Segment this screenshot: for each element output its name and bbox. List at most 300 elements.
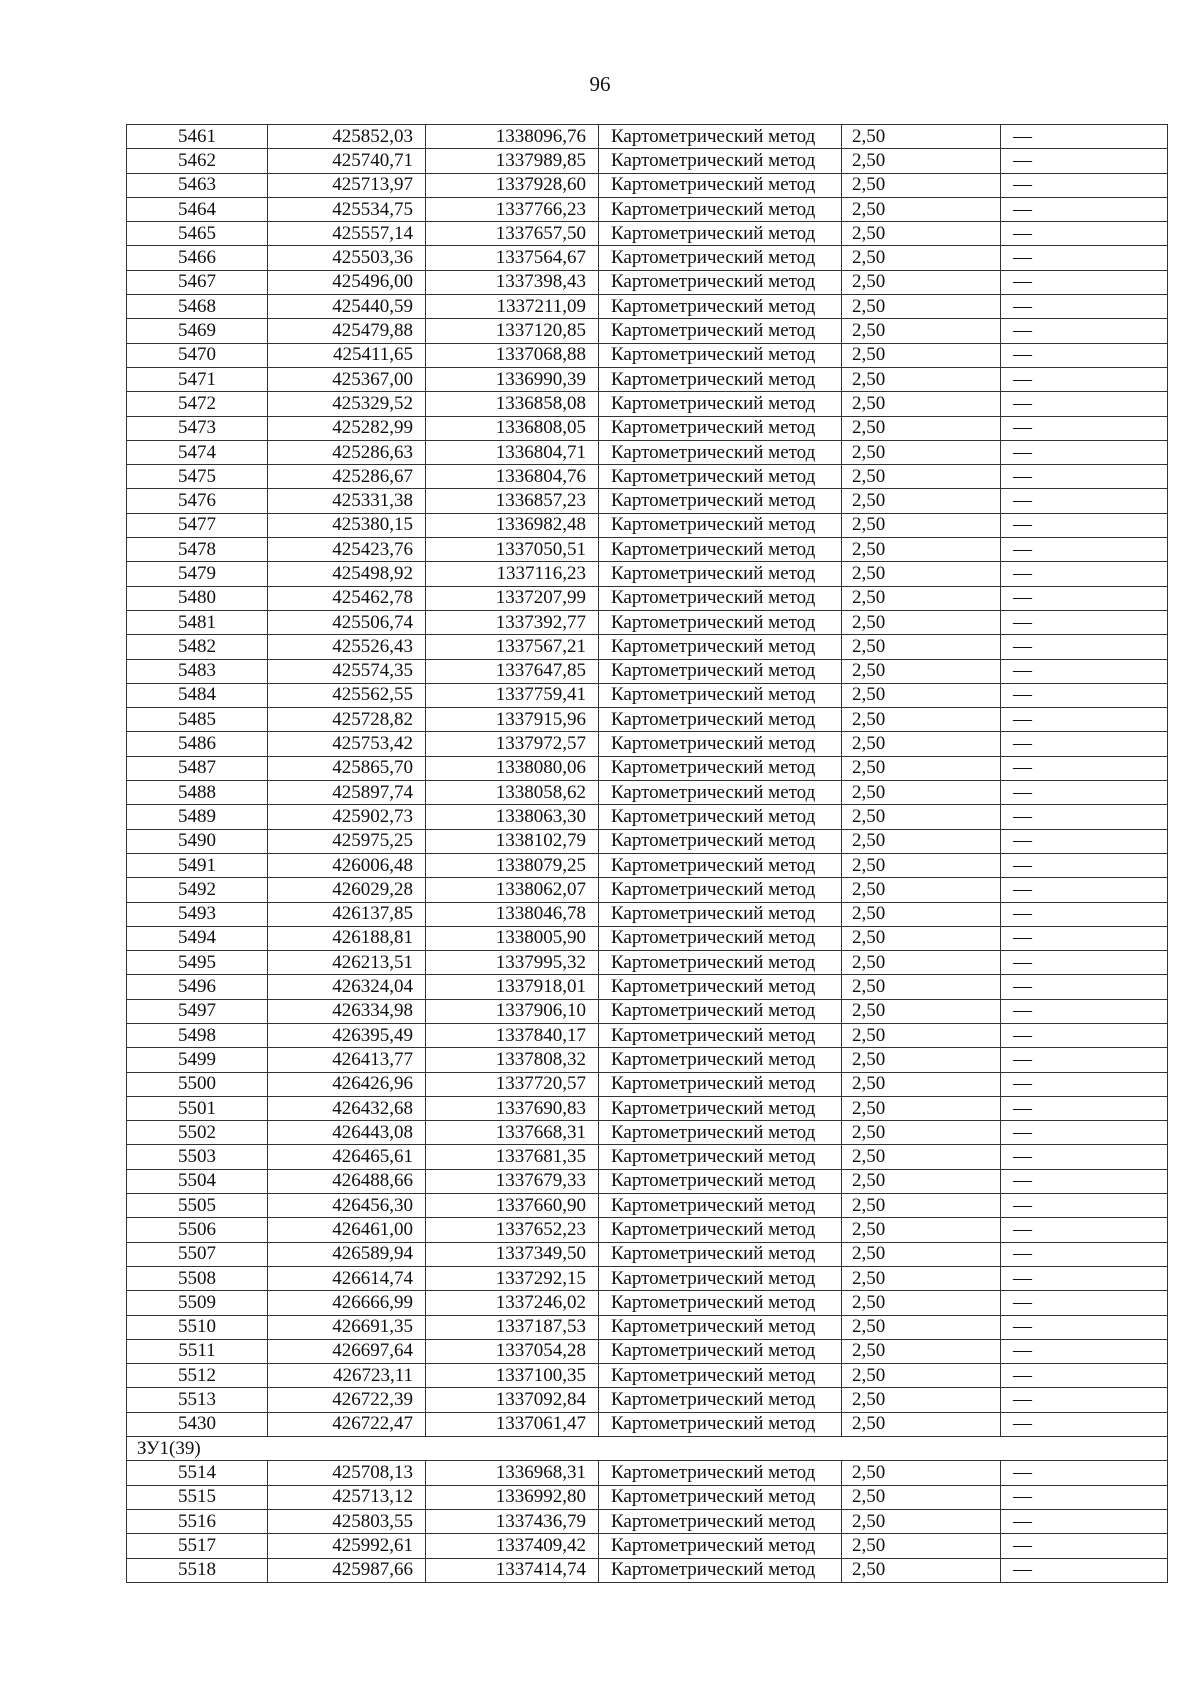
note-cell: — [1001,1194,1168,1218]
x-coordinate-cell: 425423,76 [268,538,426,562]
point-number-cell: 5495 [127,951,268,975]
note-cell: — [1001,586,1168,610]
y-coordinate-cell: 1337679,33 [426,1169,599,1193]
table-row [127,1121,1168,1145]
note-cell: — [1001,1388,1168,1412]
method-cell: Картометрический метод [599,1121,842,1145]
y-coordinate-cell: 1337054,28 [426,1339,599,1363]
y-coordinate-cell: 1337647,85 [426,659,599,683]
point-number-cell: 5506 [127,1218,268,1242]
note-cell: — [1001,1534,1168,1558]
table-row [127,562,1168,586]
table-row [127,853,1168,877]
y-coordinate-cell: 1337414,74 [426,1558,599,1582]
method-cell: Картометрический метод [599,465,842,489]
note-cell: — [1001,926,1168,950]
table-row [127,489,1168,513]
table-row [127,416,1168,440]
table-row [127,367,1168,391]
table-row [127,149,1168,173]
section-header-row [127,1437,1168,1461]
note-cell: — [1001,1096,1168,1120]
note-cell: — [1001,489,1168,513]
accuracy-cell: 2,50 [842,1023,1001,1047]
y-coordinate-cell: 1336990,39 [426,367,599,391]
y-coordinate-cell: 1338005,90 [426,926,599,950]
method-cell: Картометрический метод [599,1023,842,1047]
table-row [127,343,1168,367]
point-number-cell: 5513 [127,1388,268,1412]
method-cell: Картометрический метод [599,173,842,197]
accuracy-cell: 2,50 [842,173,1001,197]
y-coordinate-cell: 1337187,53 [426,1315,599,1339]
table-row [127,659,1168,683]
y-coordinate-cell: 1337050,51 [426,538,599,562]
point-number-cell: 5465 [127,222,268,246]
method-cell: Картометрический метод [599,805,842,829]
x-coordinate-cell: 425852,03 [268,125,426,149]
x-coordinate-cell: 425975,25 [268,829,426,853]
method-cell: Картометрический метод [599,1291,842,1315]
table-row [127,197,1168,221]
method-cell: Картометрический метод [599,635,842,659]
y-coordinate-cell: 1337808,32 [426,1048,599,1072]
x-coordinate-cell: 426456,30 [268,1194,426,1218]
method-cell: Картометрический метод [599,1485,842,1509]
point-number-cell: 5475 [127,465,268,489]
table-row [127,1242,1168,1266]
x-coordinate-cell: 425380,15 [268,513,426,537]
note-cell: — [1001,465,1168,489]
point-number-cell: 5510 [127,1315,268,1339]
y-coordinate-cell: 1337840,17 [426,1023,599,1047]
method-cell: Картометрический метод [599,1266,842,1290]
table-row [127,1266,1168,1290]
y-coordinate-cell: 1337436,79 [426,1509,599,1533]
y-coordinate-cell: 1337100,35 [426,1364,599,1388]
y-coordinate-cell: 1337660,90 [426,1194,599,1218]
method-cell: Картометрический метод [599,1242,842,1266]
method-cell: Картометрический метод [599,1412,842,1436]
y-coordinate-cell: 1336857,23 [426,489,599,513]
accuracy-cell: 2,50 [842,1461,1001,1485]
table-row [127,975,1168,999]
method-cell: Картометрический метод [599,149,842,173]
accuracy-cell: 2,50 [842,125,1001,149]
x-coordinate-cell: 425462,78 [268,586,426,610]
method-cell: Картометрический метод [599,1388,842,1412]
table-row [127,392,1168,416]
y-coordinate-cell: 1336982,48 [426,513,599,537]
note-cell: — [1001,1509,1168,1533]
x-coordinate-cell: 425753,42 [268,732,426,756]
point-number-cell: 5474 [127,440,268,464]
note-cell: — [1001,1412,1168,1436]
table-row [127,1388,1168,1412]
method-cell: Картометрический метод [599,416,842,440]
table-row [127,246,1168,270]
x-coordinate-cell: 425562,55 [268,683,426,707]
note-cell: — [1001,1558,1168,1582]
x-coordinate-cell: 425479,88 [268,319,426,343]
x-coordinate-cell: 426666,99 [268,1291,426,1315]
accuracy-cell: 2,50 [842,732,1001,756]
y-coordinate-cell: 1337564,67 [426,246,599,270]
accuracy-cell: 2,50 [842,659,1001,683]
y-coordinate-cell: 1337292,15 [426,1266,599,1290]
table-row [127,1412,1168,1436]
table-row [127,902,1168,926]
accuracy-cell: 2,50 [842,295,1001,319]
point-number-cell: 5462 [127,149,268,173]
table-row [127,683,1168,707]
accuracy-cell: 2,50 [842,635,1001,659]
note-cell: — [1001,853,1168,877]
method-cell: Картометрический метод [599,246,842,270]
accuracy-cell: 2,50 [842,683,1001,707]
point-number-cell: 5496 [127,975,268,999]
x-coordinate-cell: 426213,51 [268,951,426,975]
y-coordinate-cell: 1337720,57 [426,1072,599,1096]
note-cell: — [1001,270,1168,294]
method-cell: Картометрический метод [599,1048,842,1072]
y-coordinate-cell: 1337995,32 [426,951,599,975]
table-row [127,805,1168,829]
point-number-cell: 5508 [127,1266,268,1290]
method-cell: Картометрический метод [599,878,842,902]
point-number-cell: 5486 [127,732,268,756]
point-number-cell: 5498 [127,1023,268,1047]
method-cell: Картометрический метод [599,1534,842,1558]
method-cell: Картометрический метод [599,270,842,294]
method-cell: Картометрический метод [599,1315,842,1339]
y-coordinate-cell: 1337068,88 [426,343,599,367]
accuracy-cell: 2,50 [842,1412,1001,1436]
x-coordinate-cell: 426589,94 [268,1242,426,1266]
accuracy-cell: 2,50 [842,1072,1001,1096]
note-cell: — [1001,951,1168,975]
accuracy-cell: 2,50 [842,538,1001,562]
point-number-cell: 5466 [127,246,268,270]
y-coordinate-cell: 1337246,02 [426,1291,599,1315]
point-number-cell: 5468 [127,295,268,319]
point-number-cell: 5509 [127,1291,268,1315]
note-cell: — [1001,756,1168,780]
note-cell: — [1001,708,1168,732]
y-coordinate-cell: 1337409,42 [426,1534,599,1558]
coordinates-table [126,124,1168,1583]
method-cell: Картометрический метод [599,829,842,853]
table-row [127,1096,1168,1120]
accuracy-cell: 2,50 [842,1266,1001,1290]
point-number-cell: 5483 [127,659,268,683]
point-number-cell: 5492 [127,878,268,902]
x-coordinate-cell: 425897,74 [268,781,426,805]
table-row [127,1145,1168,1169]
accuracy-cell: 2,50 [842,367,1001,391]
note-cell: — [1001,975,1168,999]
point-number-cell: 5507 [127,1242,268,1266]
table-row [127,1194,1168,1218]
y-coordinate-cell: 1337915,96 [426,708,599,732]
note-cell: — [1001,878,1168,902]
method-cell: Картометрический метод [599,562,842,586]
point-number-cell: 5473 [127,416,268,440]
point-number-cell: 5502 [127,1121,268,1145]
table-row [127,1169,1168,1193]
x-coordinate-cell: 425282,99 [268,416,426,440]
note-cell: — [1001,149,1168,173]
method-cell: Картометрический метод [599,1072,842,1096]
note-cell: — [1001,513,1168,537]
x-coordinate-cell: 426443,08 [268,1121,426,1145]
note-cell: — [1001,1461,1168,1485]
method-cell: Картометрический метод [599,440,842,464]
y-coordinate-cell: 1336804,71 [426,440,599,464]
method-cell: Картометрический метод [599,392,842,416]
section-label: ЗУ1(39) [127,1437,1168,1461]
x-coordinate-cell: 425574,35 [268,659,426,683]
y-coordinate-cell: 1337668,31 [426,1121,599,1145]
note-cell: — [1001,1121,1168,1145]
method-cell: Картометрический метод [599,295,842,319]
x-coordinate-cell: 425331,38 [268,489,426,513]
note-cell: — [1001,1072,1168,1096]
page-number: 96 [589,72,611,96]
table-row [127,1509,1168,1533]
table-row [127,1023,1168,1047]
x-coordinate-cell: 425411,65 [268,343,426,367]
note-cell: — [1001,1242,1168,1266]
note-cell: — [1001,1023,1168,1047]
x-coordinate-cell: 426395,49 [268,1023,426,1047]
point-number-cell: 5471 [127,367,268,391]
accuracy-cell: 2,50 [842,829,1001,853]
accuracy-cell: 2,50 [842,343,1001,367]
x-coordinate-cell: 425503,36 [268,246,426,270]
point-number-cell: 5481 [127,610,268,634]
coordinates-table-body [127,125,1168,1583]
point-number-cell: 5515 [127,1485,268,1509]
method-cell: Картометрический метод [599,1145,842,1169]
accuracy-cell: 2,50 [842,197,1001,221]
point-number-cell: 5488 [127,781,268,805]
table-row [127,1461,1168,1485]
method-cell: Картометрический метод [599,1364,842,1388]
y-coordinate-cell: 1337657,50 [426,222,599,246]
x-coordinate-cell: 426461,00 [268,1218,426,1242]
note-cell: — [1001,1218,1168,1242]
note-cell: — [1001,319,1168,343]
method-cell: Картометрический метод [599,756,842,780]
method-cell: Картометрический метод [599,708,842,732]
table-row [127,732,1168,756]
y-coordinate-cell: 1338063,30 [426,805,599,829]
point-number-cell: 5516 [127,1509,268,1533]
method-cell: Картометрический метод [599,343,842,367]
x-coordinate-cell: 425557,14 [268,222,426,246]
accuracy-cell: 2,50 [842,1534,1001,1558]
table-row [127,538,1168,562]
note-cell: — [1001,1364,1168,1388]
x-coordinate-cell: 425992,61 [268,1534,426,1558]
accuracy-cell: 2,50 [842,708,1001,732]
point-number-cell: 5497 [127,999,268,1023]
x-coordinate-cell: 426723,11 [268,1364,426,1388]
x-coordinate-cell: 426324,04 [268,975,426,999]
note-cell: — [1001,659,1168,683]
method-cell: Картометрический метод [599,1218,842,1242]
x-coordinate-cell: 426006,48 [268,853,426,877]
accuracy-cell: 2,50 [842,1315,1001,1339]
table-row [127,756,1168,780]
y-coordinate-cell: 1338102,79 [426,829,599,853]
x-coordinate-cell: 426722,47 [268,1412,426,1436]
point-number-cell: 5499 [127,1048,268,1072]
x-coordinate-cell: 425713,12 [268,1485,426,1509]
accuracy-cell: 2,50 [842,975,1001,999]
point-number-cell: 5512 [127,1364,268,1388]
x-coordinate-cell: 425713,97 [268,173,426,197]
accuracy-cell: 2,50 [842,756,1001,780]
table-row [127,1072,1168,1096]
accuracy-cell: 2,50 [842,1291,1001,1315]
method-cell: Картометрический метод [599,1339,842,1363]
y-coordinate-cell: 1337690,83 [426,1096,599,1120]
accuracy-cell: 2,50 [842,562,1001,586]
point-number-cell: 5514 [127,1461,268,1485]
method-cell: Картометрический метод [599,951,842,975]
point-number-cell: 5504 [127,1169,268,1193]
note-cell: — [1001,829,1168,853]
x-coordinate-cell: 425987,66 [268,1558,426,1582]
method-cell: Картометрический метод [599,586,842,610]
method-cell: Картометрический метод [599,1558,842,1582]
y-coordinate-cell: 1336808,05 [426,416,599,440]
point-number-cell: 5484 [127,683,268,707]
point-number-cell: 5505 [127,1194,268,1218]
accuracy-cell: 2,50 [842,149,1001,173]
note-cell: — [1001,416,1168,440]
point-number-cell: 5518 [127,1558,268,1582]
method-cell: Картометрический метод [599,902,842,926]
accuracy-cell: 2,50 [842,805,1001,829]
y-coordinate-cell: 1337989,85 [426,149,599,173]
y-coordinate-cell: 1338096,76 [426,125,599,149]
accuracy-cell: 2,50 [842,1169,1001,1193]
note-cell: — [1001,173,1168,197]
point-number-cell: 5501 [127,1096,268,1120]
point-number-cell: 5517 [127,1534,268,1558]
point-number-cell: 5500 [127,1072,268,1096]
y-coordinate-cell: 1336968,31 [426,1461,599,1485]
note-cell: — [1001,392,1168,416]
method-cell: Картометрический метод [599,926,842,950]
y-coordinate-cell: 1338062,07 [426,878,599,902]
table-row [127,319,1168,343]
method-cell: Картометрический метод [599,197,842,221]
accuracy-cell: 2,50 [842,926,1001,950]
table-row [127,125,1168,149]
x-coordinate-cell: 426691,35 [268,1315,426,1339]
point-number-cell: 5493 [127,902,268,926]
accuracy-cell: 2,50 [842,465,1001,489]
y-coordinate-cell: 1337759,41 [426,683,599,707]
accuracy-cell: 2,50 [842,440,1001,464]
point-number-cell: 5464 [127,197,268,221]
y-coordinate-cell: 1337906,10 [426,999,599,1023]
y-coordinate-cell: 1337061,47 [426,1412,599,1436]
note-cell: — [1001,902,1168,926]
y-coordinate-cell: 1338046,78 [426,902,599,926]
method-cell: Картометрический метод [599,659,842,683]
accuracy-cell: 2,50 [842,610,1001,634]
x-coordinate-cell: 426722,39 [268,1388,426,1412]
note-cell: — [1001,781,1168,805]
accuracy-cell: 2,50 [842,1048,1001,1072]
y-coordinate-cell: 1337398,43 [426,270,599,294]
y-coordinate-cell: 1337652,23 [426,1218,599,1242]
x-coordinate-cell: 426697,64 [268,1339,426,1363]
method-cell: Картометрический метод [599,1509,842,1533]
method-cell: Картометрический метод [599,367,842,391]
x-coordinate-cell: 425367,00 [268,367,426,391]
note-cell: — [1001,367,1168,391]
y-coordinate-cell: 1337392,77 [426,610,599,634]
y-coordinate-cell: 1337681,35 [426,1145,599,1169]
point-number-cell: 5482 [127,635,268,659]
accuracy-cell: 2,50 [842,1388,1001,1412]
note-cell: — [1001,805,1168,829]
point-number-cell: 5469 [127,319,268,343]
y-coordinate-cell: 1337928,60 [426,173,599,197]
x-coordinate-cell: 426426,96 [268,1072,426,1096]
accuracy-cell: 2,50 [842,1121,1001,1145]
x-coordinate-cell: 425496,00 [268,270,426,294]
x-coordinate-cell: 425728,82 [268,708,426,732]
point-number-cell: 5477 [127,513,268,537]
x-coordinate-cell: 425526,43 [268,635,426,659]
table-row [127,781,1168,805]
x-coordinate-cell: 425803,55 [268,1509,426,1533]
x-coordinate-cell: 426029,28 [268,878,426,902]
point-number-cell: 5491 [127,853,268,877]
method-cell: Картометрический метод [599,683,842,707]
y-coordinate-cell: 1337116,23 [426,562,599,586]
x-coordinate-cell: 425506,74 [268,610,426,634]
accuracy-cell: 2,50 [842,853,1001,877]
accuracy-cell: 2,50 [842,1194,1001,1218]
y-coordinate-cell: 1337766,23 [426,197,599,221]
note-cell: — [1001,1048,1168,1072]
table-row [127,295,1168,319]
x-coordinate-cell: 425286,63 [268,440,426,464]
table-row [127,440,1168,464]
y-coordinate-cell: 1338080,06 [426,756,599,780]
point-number-cell: 5490 [127,829,268,853]
y-coordinate-cell: 1338058,62 [426,781,599,805]
accuracy-cell: 2,50 [842,1558,1001,1582]
method-cell: Картометрический метод [599,610,842,634]
table-row [127,513,1168,537]
method-cell: Картометрический метод [599,1194,842,1218]
x-coordinate-cell: 425902,73 [268,805,426,829]
accuracy-cell: 2,50 [842,1509,1001,1533]
table-row [127,635,1168,659]
x-coordinate-cell: 426137,85 [268,902,426,926]
point-number-cell: 5494 [127,926,268,950]
table-row [127,1291,1168,1315]
